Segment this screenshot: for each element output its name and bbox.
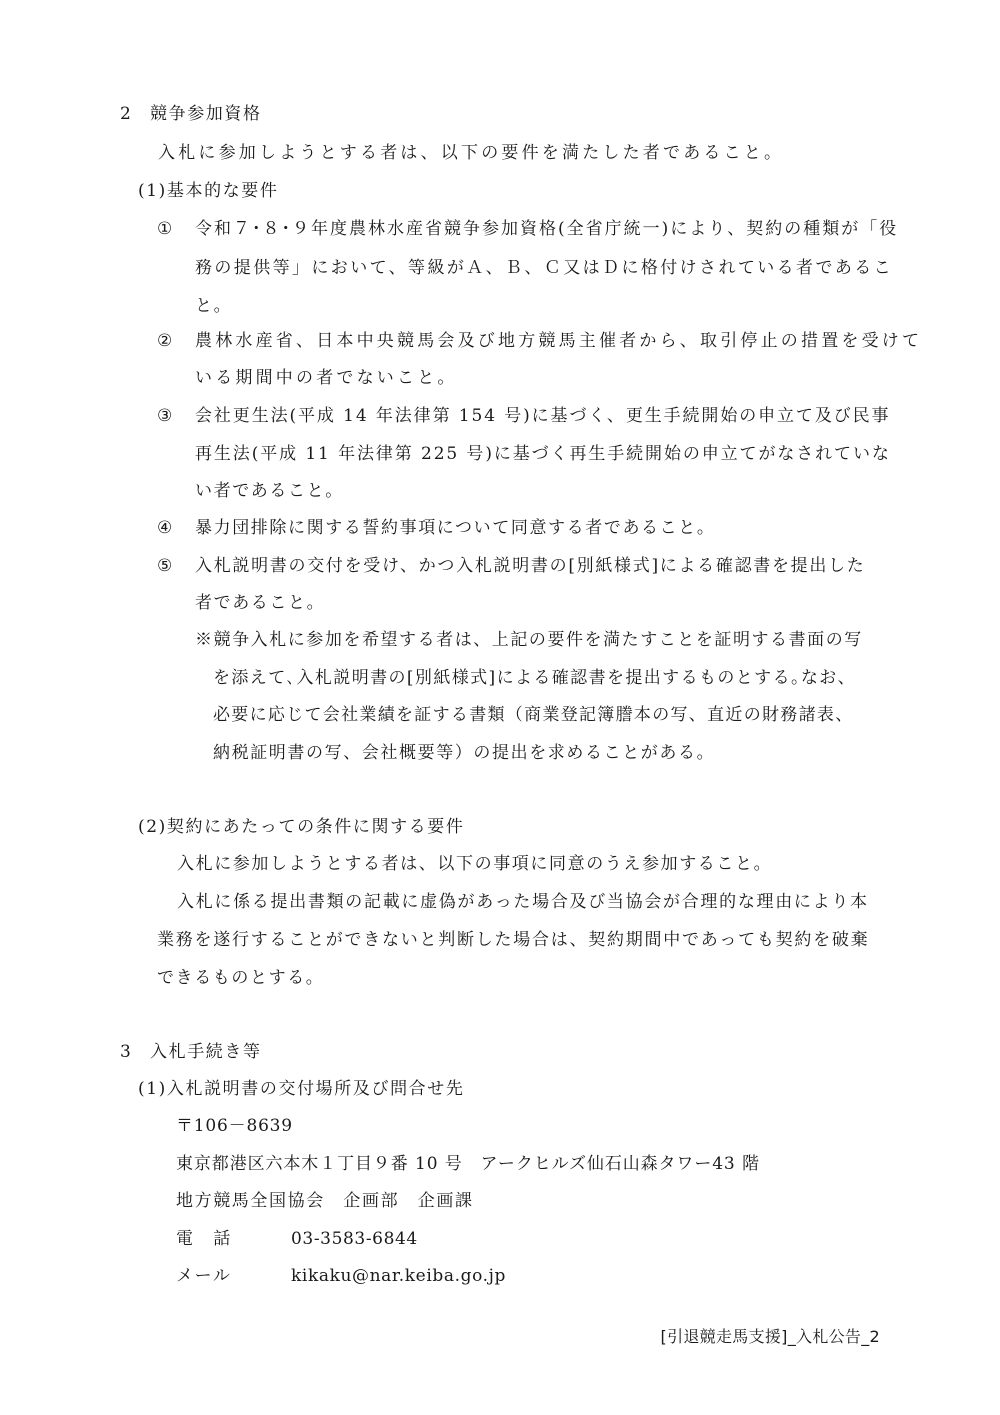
item-1-marker: ① [157, 219, 173, 239]
section-3-sub-1-label: (1)入札説明書の交付場所及び問合せ先 [138, 1079, 465, 1099]
organization: 地方競馬全国協会 企画部 企画課 [176, 1191, 474, 1211]
note-line-3: 必要に応じて会社業績を証する書類（商業登記簿謄本の写、直近の財務諸表、 [213, 705, 854, 725]
item-4-line-1: 暴力団排除に関する誓約事項について同意する者であること。 [195, 518, 716, 538]
sub-2-para-2-line-1: 入札に係る提出書類の記載に虚偽があった場合及び当協会が合理的な理由により本 [177, 892, 869, 912]
section-2-intro: 入札に参加しようとする者は、以下の要件を満たした者であること。 [158, 143, 785, 163]
section-3-heading: 入札手続き等 [150, 1042, 262, 1062]
note-line-4: 納税証明書の写、会社概要等）の提出を求めることがある。 [213, 743, 716, 763]
item-2-line-1: 農林水産省、日本中央競馬会及び地方競馬主催者から、取引停止の措置を受けて [195, 331, 923, 351]
item-3-line-3: い者であること。 [195, 481, 344, 501]
sub-2-label: (2)契約にあたっての条件に関する要件 [138, 817, 465, 837]
item-2-line-2: いる期間中の者でないこと。 [195, 368, 458, 388]
phone-label: 電 話 [176, 1229, 232, 1249]
item-1-line-2: 務の提供等」において、等級がＡ、Ｂ、Ｃ又はＤに格付けされている者であるこ [195, 258, 894, 278]
sub-2-para-1: 入札に参加しようとする者は、以下の事項に同意のうえ参加すること。 [177, 854, 773, 874]
item-3-line-1: 会社更生法(平成 14 年法律第 154 号)に基づく、更生手続開始の申立て及び民事 [195, 406, 891, 426]
item-5-marker: ⑤ [157, 556, 173, 576]
mail-address[interactable]: kikaku@nar.keiba.go.jp [291, 1266, 506, 1286]
item-3-line-2: 再生法(平成 11 年法律第 225 号)に基づく再生手続開始の申立てがなされていな [195, 444, 891, 464]
item-2-marker: ② [157, 331, 173, 351]
note-line-2: を添えて､入札説明書の[別紙様式]による確認書を提出するものとする｡なお、 [213, 668, 857, 688]
item-5-line-2: 者であること。 [195, 593, 326, 613]
section-2-heading: 競争参加資格 [150, 104, 262, 124]
item-4-marker: ④ [157, 518, 173, 538]
sub-2-para-2-line-2: 業務を遂行することができないと判断した場合は、契約期間中であっても契約を破棄 [157, 930, 870, 950]
item-5-line-1: 入札説明書の交付を受け、かつ入札説明書の[別紙様式]による確認書を提出した [195, 556, 866, 576]
section-3-number: 3 [120, 1042, 131, 1062]
item-1-line-3: と。 [195, 296, 233, 316]
mail-label: メール [176, 1266, 232, 1286]
item-1-line-1: 令和７･８･９年度農林水産省競争参加資格(全省庁統一)により、契約の種類が「役 [195, 219, 899, 239]
sub-1-label: (1)基本的な要件 [138, 181, 279, 201]
note-line-1: ※競争入札に参加を希望する者は、上記の要件を満たすことを証明する書面の写 [195, 630, 863, 650]
address: 東京都港区六本木１丁目９番 10 号 アークヒルズ仙石山森タワー43 階 [176, 1154, 760, 1174]
section-2-number: 2 [120, 104, 131, 124]
sub-2-para-2-line-3: できるものとする。 [157, 968, 325, 988]
page-footer: [引退競走馬支援]_入札公告_2 [660, 1327, 880, 1346]
item-3-marker: ③ [157, 406, 173, 426]
postal-code: 〒106－8639 [176, 1116, 293, 1136]
phone-number: 03-3583-6844 [291, 1229, 418, 1249]
